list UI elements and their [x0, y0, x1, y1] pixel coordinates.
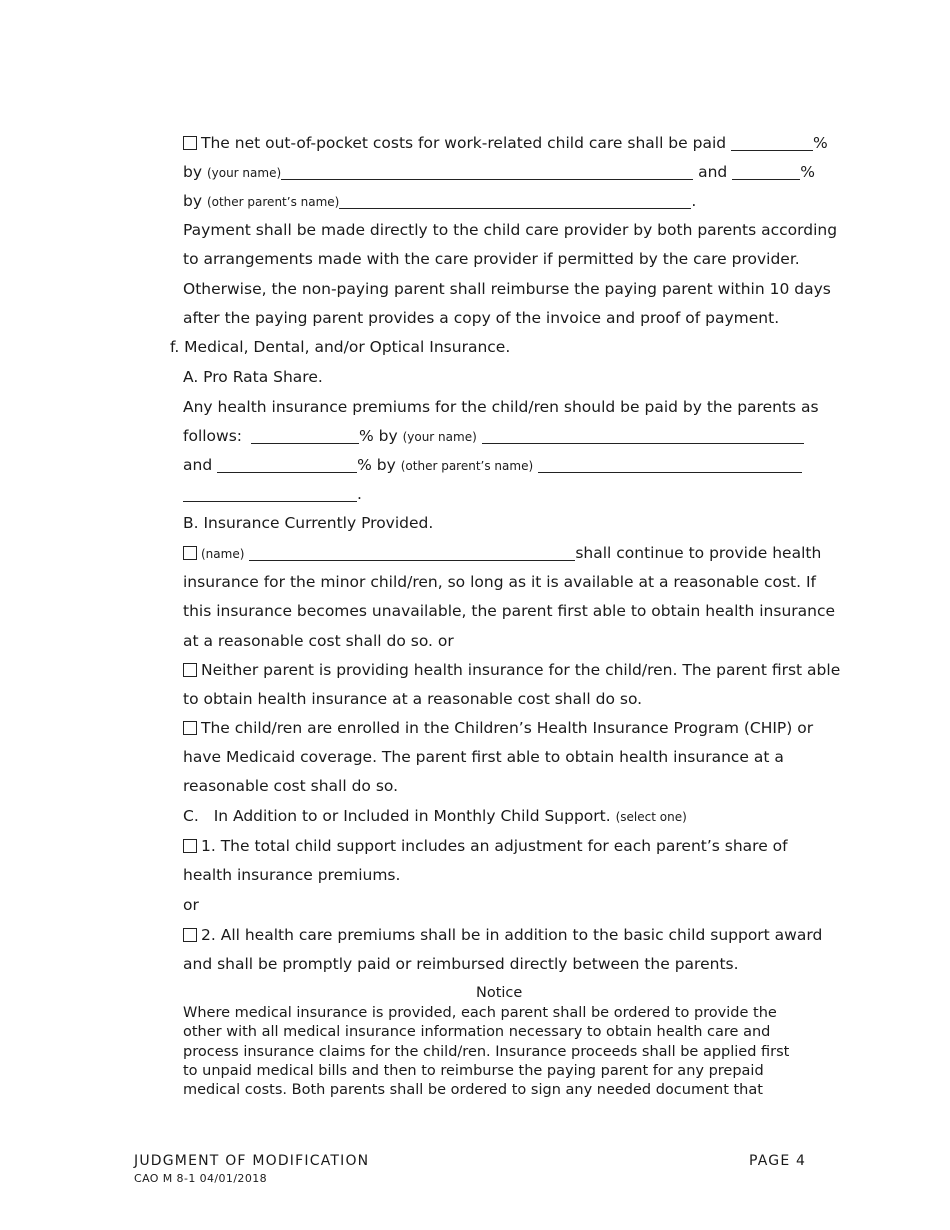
childcare-payment-line: Payment shall be made directly to the child care provider by both parents according — [183, 221, 838, 239]
notice-line: Where medical insurance is provided, each parent shall be ordered to provide the — [183, 1005, 777, 1021]
section-c-option-1-text: health insurance premiums. — [183, 866, 401, 884]
section-b-heading: B. Insurance Currently Provided. — [183, 514, 434, 532]
footer-doc-title: JUDGMENT OF MODIFICATION — [134, 1153, 370, 1169]
section-a-line-continued: . — [183, 484, 362, 504]
neither-parent-checkbox[interactable] — [183, 663, 197, 677]
notice-line: process insurance claims for the child/ren. Insurance proceeds shall be applied first — [183, 1043, 790, 1060]
chip-medicaid-checkbox[interactable] — [183, 721, 197, 735]
insurance-provided-checkbox[interactable] — [183, 546, 197, 560]
childcare-checkbox[interactable] — [183, 136, 197, 150]
section-b-option-1-text: at a reasonable cost shall do so. or — [183, 632, 454, 650]
childcare-payment-line: to arrangements made with the care provider if permitted by the care provider. — [183, 250, 800, 268]
section-b-option-3: The child/ren are enrolled in the Children’s Health Insurance Program (CHIP) or — [183, 718, 813, 738]
section-b-option-1-text: this insurance becomes unavailable, the parent first able to obtain health insurance — [183, 602, 836, 620]
premium-your-name-field[interactable] — [482, 428, 804, 444]
childcare-other-percent-field[interactable] — [732, 164, 800, 180]
section-c-option-2: 2. All health care premiums shall be in addition to the basic child support award — [183, 925, 822, 945]
childcare-line-2: by (your name) and % — [183, 163, 815, 181]
section-c-or: or — [183, 896, 199, 914]
section-b-option-1-text: insurance for the minor child/ren, so long as it is available at a reasonable cost. If — [183, 573, 816, 591]
notice-line: medical costs. Both parents shall be ordered to sign any needed document that — [183, 1082, 763, 1099]
included-adjustment-checkbox[interactable] — [183, 839, 197, 853]
notice-title: Notice — [476, 985, 523, 1001]
childcare-payment-line: Otherwise, the non-paying parent shall reimburse the paying parent within 10 days — [183, 280, 831, 298]
notice-line: to unpaid medical bills and then to reimburse the paying parent for any prepaid — [183, 1062, 764, 1079]
footer-page-number: PAGE 4 — [749, 1153, 807, 1169]
section-b-option-3-text: reasonable cost shall do so. — [183, 777, 399, 795]
section-b-option-2-text: to obtain health insurance at a reasonable cost shall do so. — [183, 690, 643, 708]
section-a-line-your: follows: % by (your name) — [183, 426, 804, 447]
section-b-option-3-text: have Medicaid coverage. The parent first able to obtain health insurance at a — [183, 748, 784, 766]
section-c-option-2-text: and shall be promptly paid or reimbursed directly between the parents. — [183, 955, 739, 973]
footer-form-id: CAO M 8-1 04/01/2018 — [134, 1172, 268, 1185]
section-a-heading: A. Pro Rata Share. — [183, 368, 323, 386]
section-a-intro: Any health insurance premiums for the child/ren should be paid by the parents as — [183, 398, 819, 416]
insurance-provider-name-field[interactable] — [249, 545, 575, 561]
childcare-your-name-field[interactable] — [281, 164, 693, 180]
in-addition-checkbox[interactable] — [183, 928, 197, 942]
childcare-other-name-field[interactable] — [339, 193, 691, 209]
childcare-line-3: by (other parent’s name) . — [183, 192, 697, 210]
section-c-heading: C. In Addition to or Included in Monthly Child Support. (select one) — [183, 807, 687, 825]
childcare-line-1: The net out-of-pocket costs for work-related child care shall be paid % — [183, 133, 828, 153]
notice-body — [183, 1004, 823, 1100]
premium-other-name-field-continued[interactable] — [183, 486, 357, 502]
section-a-line-other: and % by (other parent’s name) — [183, 455, 802, 476]
premium-other-name-field[interactable] — [538, 457, 802, 473]
section-b-option-2: Neither parent is providing health insurance for the child/ren. The parent first able — [183, 660, 840, 680]
childcare-payment-line: after the paying parent provides a copy of the invoice and proof of payment. — [183, 309, 780, 327]
premium-other-percent-field[interactable] — [217, 457, 357, 473]
premium-your-percent-field[interactable] — [251, 428, 359, 444]
section-b-option-1: (name) shall continue to provide health — [183, 543, 821, 564]
childcare-your-percent-field[interactable] — [731, 135, 813, 151]
section-c-option-1: 1. The total child support includes an adjustment for each parent’s share of — [183, 836, 788, 856]
section-f-heading: f. Medical, Dental, and/or Optical Insurance. — [170, 338, 511, 356]
notice-line: other with all medical insurance information necessary to obtain health care and — [183, 1024, 771, 1041]
